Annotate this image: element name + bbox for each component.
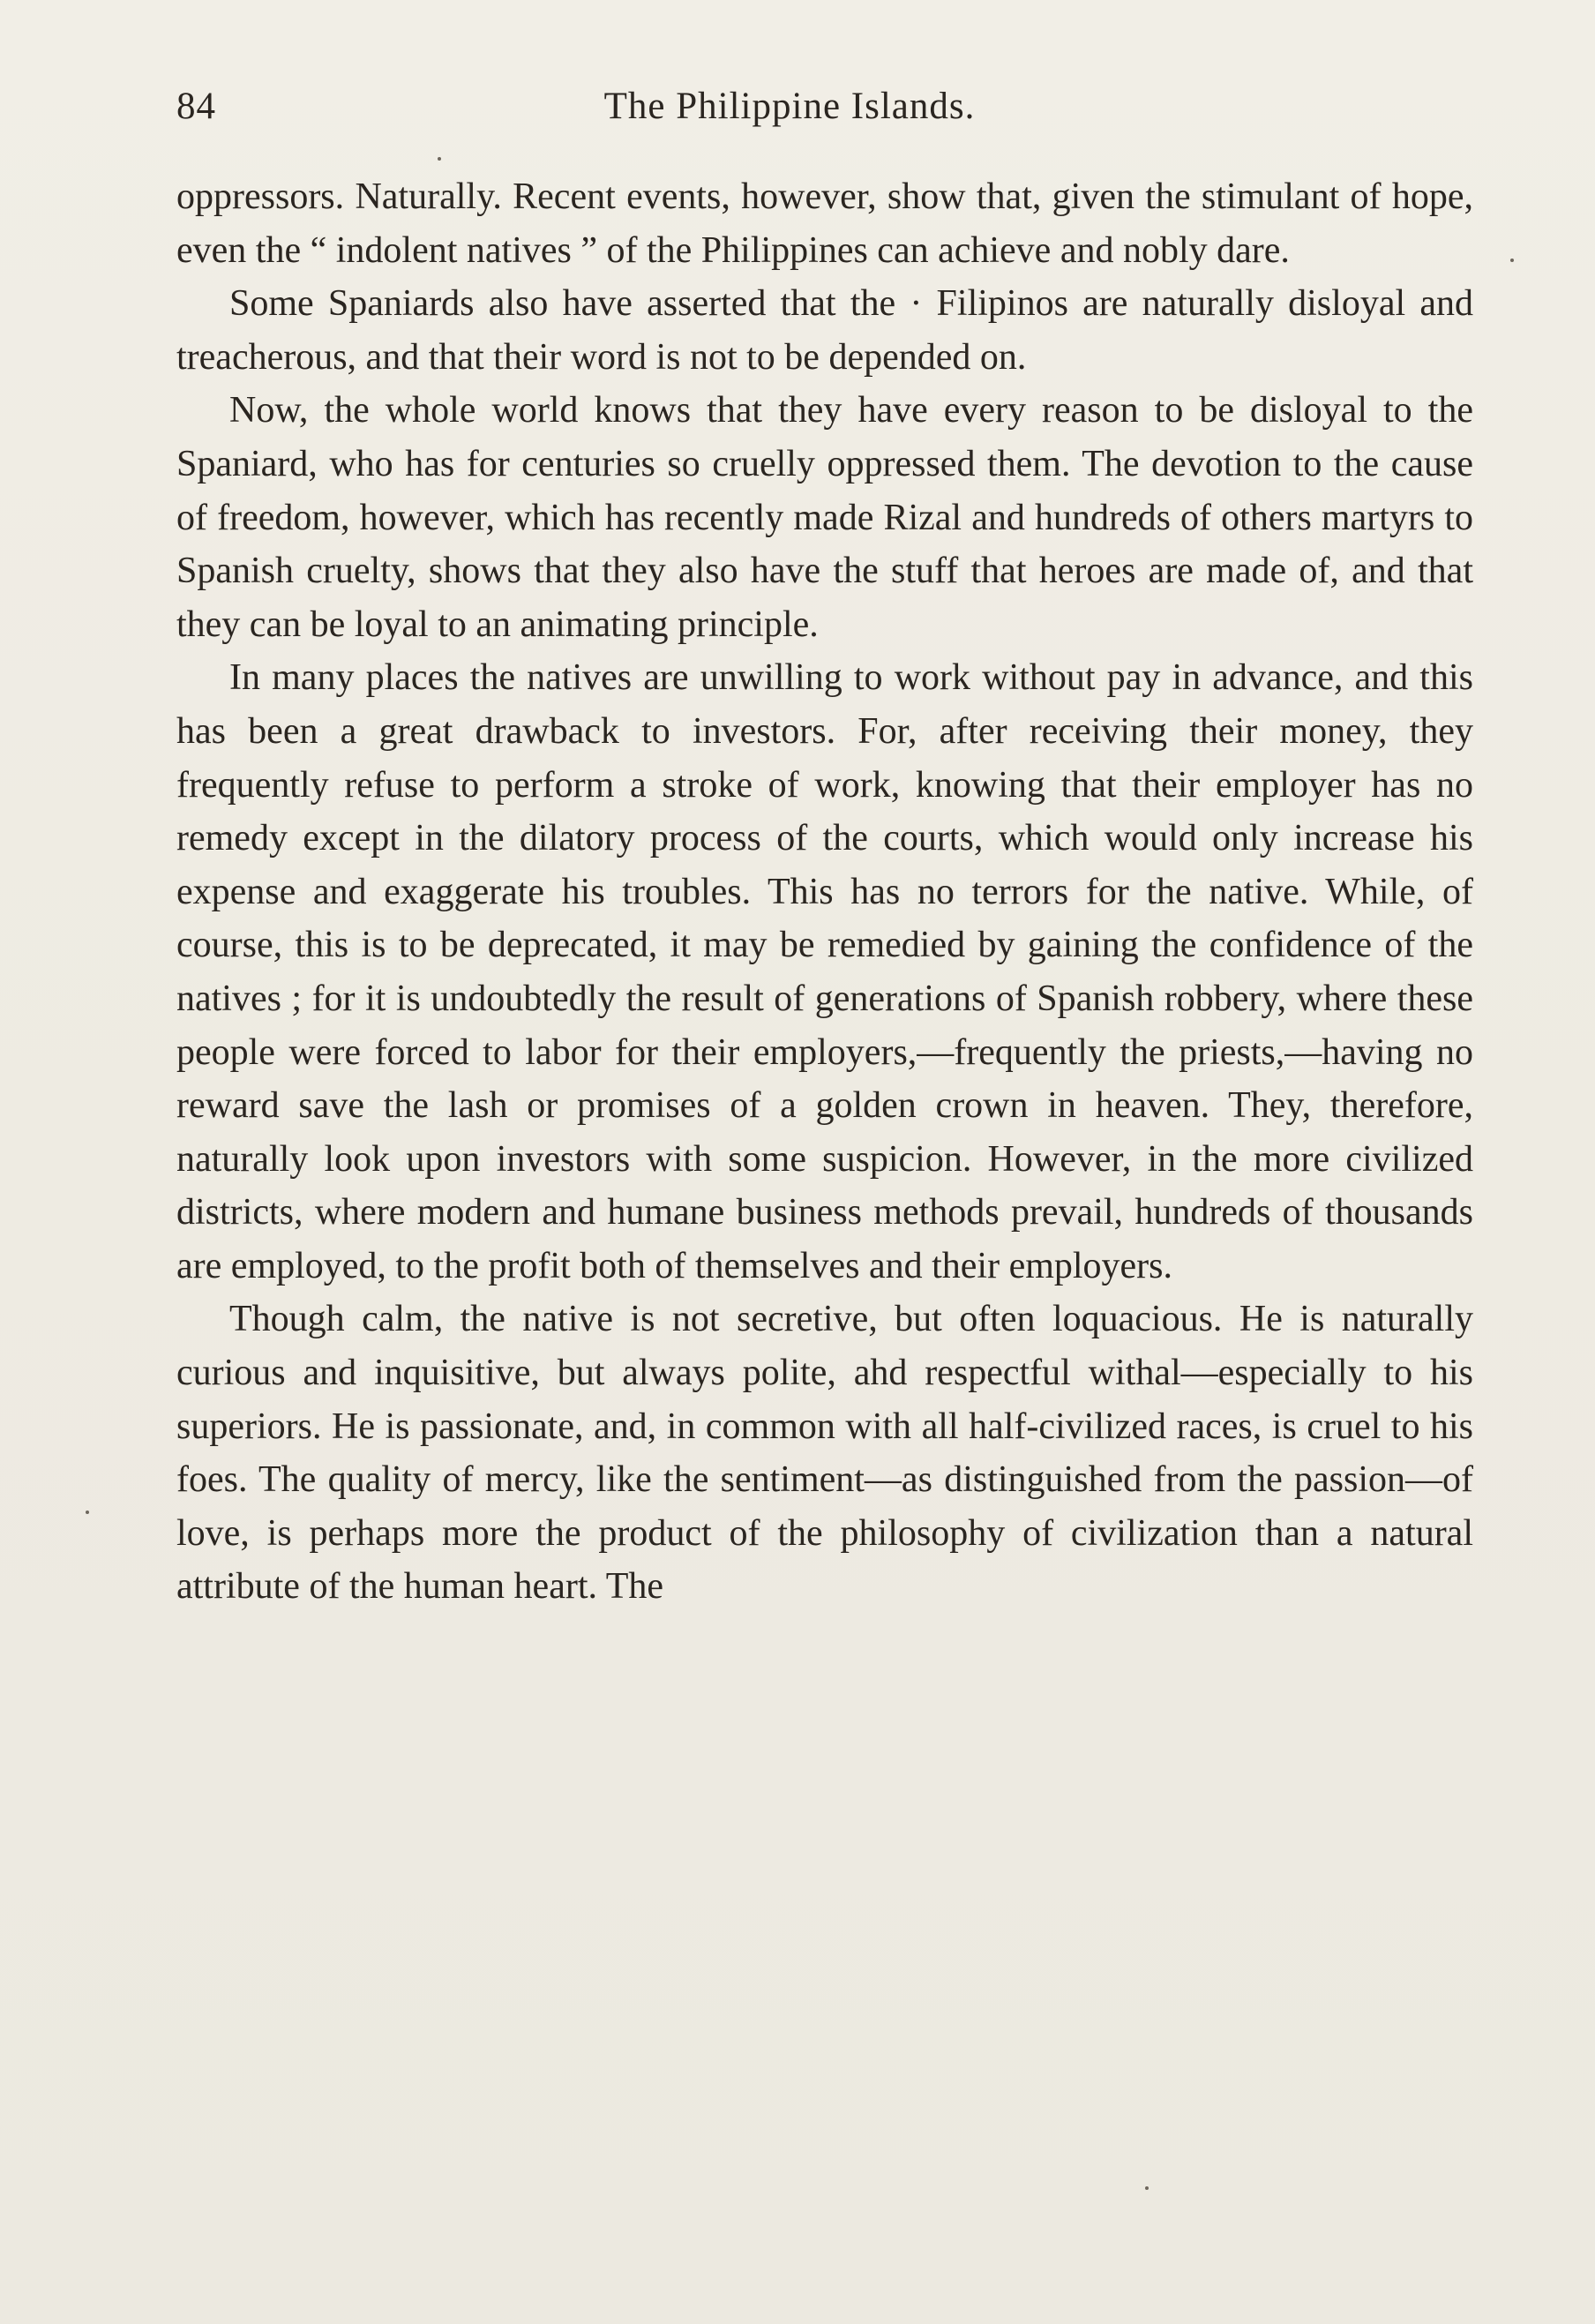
- paragraph: Though calm, the native is not secretive, but often loquacious. He is naturally curious and inquisitive, but always polite, ahd respectful withal—especially to his superiors. He is passionate, and, in common with all half-civilized races, is cruel to his foes. The quality of mercy, like the sentiment—as distinguished from the passion—of love, is perhaps more the product of the philosophy of civilization than a natural attribute of the human heart. The: [176, 1299, 1473, 1608]
- print-speck: [438, 157, 441, 161]
- page-number: 84: [176, 86, 216, 127]
- print-speck: [86, 1511, 89, 1514]
- paragraph: oppressors. Naturally. Recent events, however, show that, given the stimulant of hope, even the “ indolent natives ” of the Philippines can achieve and nobly dare.: [176, 176, 1473, 271]
- page-header: [176, 85, 1473, 146]
- print-speck: [1145, 2186, 1149, 2190]
- paragraph: In many places the natives are unwilling to work without pay in advance, and this has been a great drawback to investors. For, after receiving their money, they frequently refuse to perform a stroke of work, knowing that their employer has no remedy except in the dilatory process of the courts, which would only increase his expense and exaggerate his troubles. This has no terrors for the native. While, of course, this is to be deprecated, it may be remedied by gaining the confidence of the natives ; for it is undoubtedly the result of generations of Spanish robbery, where these people were forced to labor for their employers,—frequently the priests,—having no reward save the lash or promises of a golden crown in heaven. They, therefore, naturally look upon investors with some suspicion. However, in the more civilized districts, where modern and humane business methods prevail, hundreds of thousands are employed, to the profit both of themselves and their employers.: [176, 657, 1473, 1286]
- paragraph: Some Spaniards also have asserted that the · Filipinos are naturally disloyal and treacherous, and that their word is not to be depended on.: [176, 283, 1473, 378]
- body-text: [176, 170, 1473, 1614]
- running-title: The Philippine Islands.: [603, 86, 976, 127]
- print-speck: [1510, 259, 1514, 262]
- paragraph: Now, the whole world knows that they have every reason to be disloyal to the Spaniard, who has for centuries so cruelly oppressed them. The devotion to the cause of freedom, however, which has recently made Rizal and hundreds of others martyrs to Spanish cruelty, shows that they also have the stuff that heroes are made of, and that they can be loyal to an animating principle.: [176, 390, 1473, 645]
